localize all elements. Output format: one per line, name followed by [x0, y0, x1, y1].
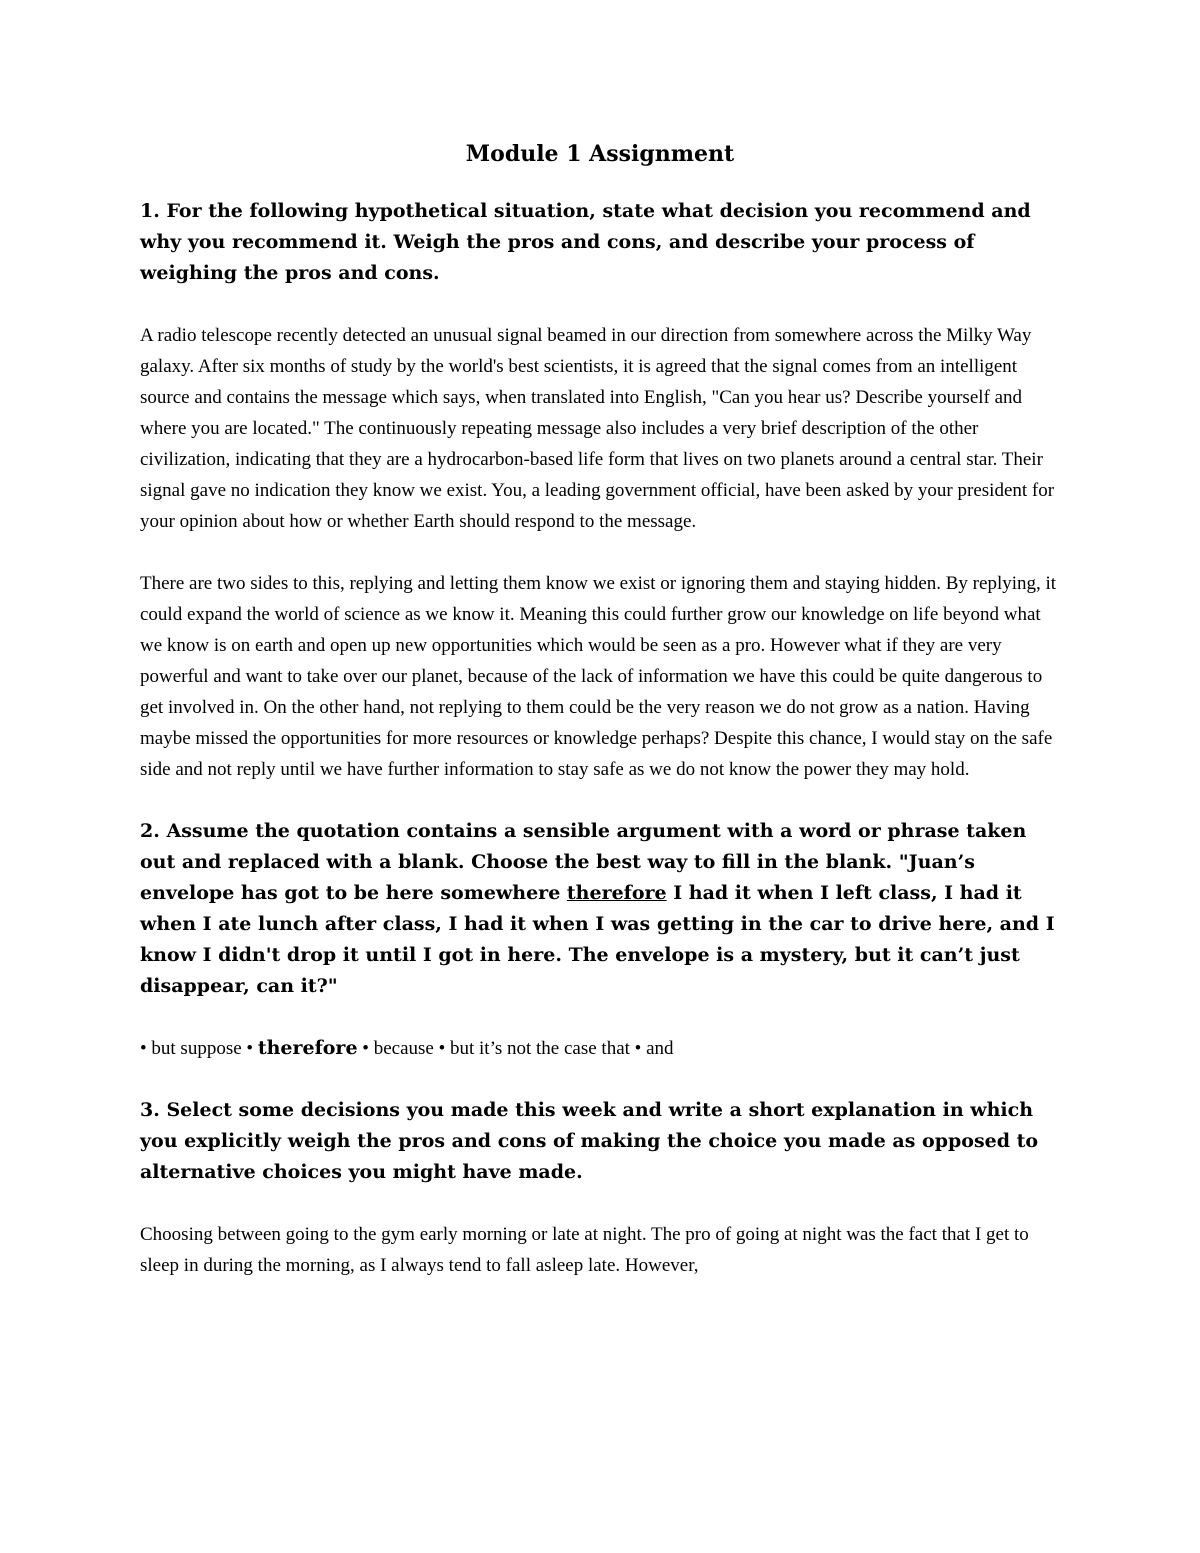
- question-2-text-before: 2. Assume the quotation contains a sensible argument with a word or phrase taken out and replaced with a blank. Choose the best way to fill in the blank. "Juan’s envelope has got to be here somewhere: [140, 820, 1027, 904]
- document-page: [140, 140, 1060, 1312]
- option-selected: therefore: [257, 1037, 358, 1059]
- question-1: 1. For the following hypothetical situation, state what decision you recommend and why you recommend it. Weigh the pros and cons, and describe your process of weighing the pros and cons.: [140, 200, 1031, 284]
- page-title: Module 1 Assignment: [465, 141, 735, 167]
- option-list-end: • because • but it’s not the case that • and: [357, 1038, 674, 1059]
- option-list-start: • but suppose •: [140, 1038, 258, 1059]
- question-3: 3. Select some decisions you made this week and write a short explanation in which you explicitly weigh the pros and cons of making the choice you made as opposed to alternative choices you might have made.: [140, 1099, 1039, 1183]
- question-2: [140, 816, 1060, 1002]
- question-2-answer-underlined: therefore: [566, 882, 667, 904]
- paragraph-answer-3: Choosing between going to the gym early morning or late at night. The pro of going at night was the fact that I get to sleep in during the morning, as I always tend to fall asleep late. However,: [140, 1224, 1029, 1276]
- paragraph-scenario: A radio telescope recently detected an unusual signal beamed in our direction from somewhere across the Milky Way galaxy. After six months of study by the world's best scientists, it is agreed that the signal comes from an intelligent source and contains the message which says, when translated into English, "Can you hear us? Describe yourself and where you are located." The continuously repeating message also includes a very brief description of the other civilization, indicating that they are a hydrocarbon-based life form that lives on two planets around a central star. Their signal gave no indication they know we exist. You, a leading government official, have been asked by your president for your opinion about how or whether Earth should respond to the message.: [140, 325, 1055, 532]
- answer-options: [140, 1033, 1060, 1064]
- question-2-text-after: I had it when I left class, I had it when I ate lunch after class, I had it when I was getting in the car to drive here, and I know I didn't drop it until I got in here. The envelope is a mystery, but it can’t just disappear, can it?": [140, 882, 1055, 997]
- paragraph-answer-1: There are two sides to this, replying and letting them know we exist or ignoring them and staying hidden. By replying, it could expand the world of science as we know it. Meaning this could further grow our knowledge on life beyond what we know is on earth and open up new opportunities which would be seen as a pro. However what if they are very powerful and want to take over our planet, because of the lack of information we have this could be quite dangerous to get involved in. On the other hand, not replying to them could be the very reason we do not grow as a nation. Having maybe missed the opportunities for more resources or knowledge perhaps? Despite this chance, I would stay on the safe side and not reply until we have further information to stay safe as we do not know the power they may hold.: [140, 573, 1057, 780]
